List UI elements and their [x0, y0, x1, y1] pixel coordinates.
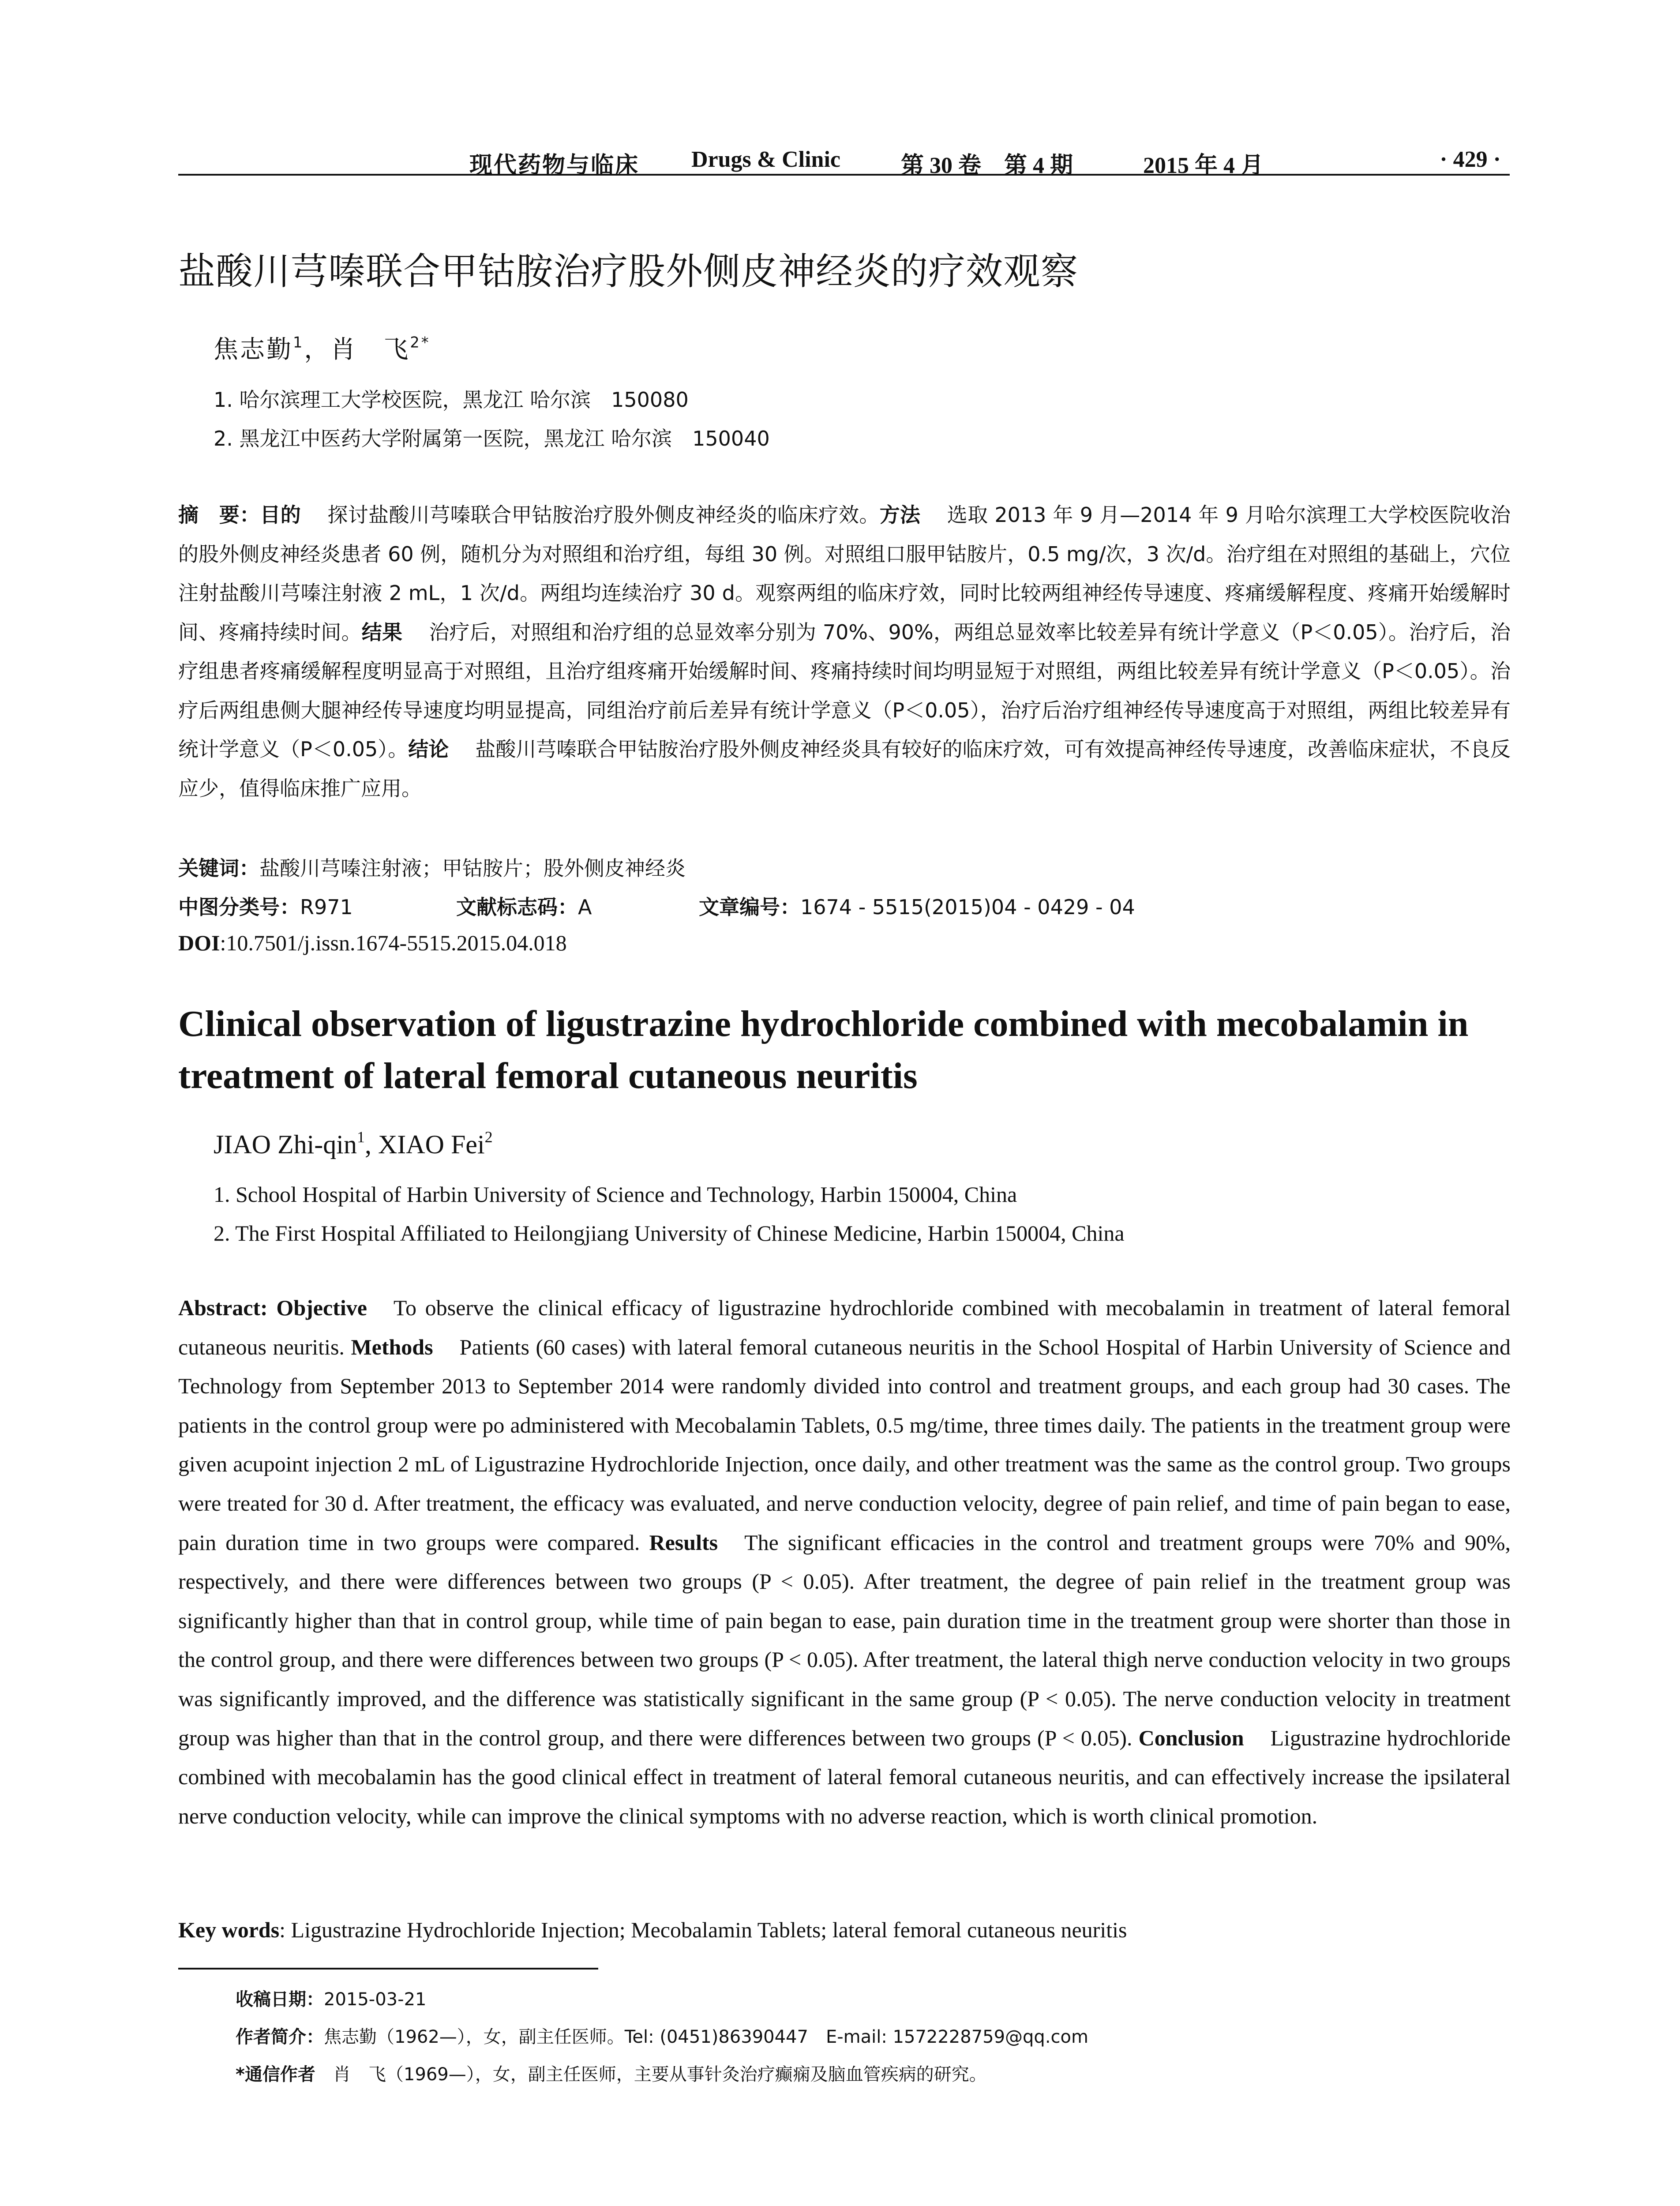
received-label: 收稿日期：: [236, 1989, 324, 2010]
chinese-keywords: [178, 852, 1511, 882]
objective-text-cn: 探讨盐酸川芎嗪联合甲钴胺治疗股外侧皮神经炎的临床疗效。: [327, 503, 880, 527]
corresponding-text: 肖 飞（1969—），女，副主任医师，主要从事针灸治疗癫痫及脑血管疾病的研究。: [315, 2064, 987, 2085]
results-text-cn: 治疗后，对照组和治疗组的总显效率分别为 70%、90%，两组总显效率比较差异有统计学意义（P＜0.05）。治疗后，治疗组患者疼痛缓解程度明显高于对照组，且治疗组疼痛开始缓解时间、疼痛持续时间均明显短于对照组，两组比较差异有统计学意义（P＜0.05）。治疗后两组患侧大腿神经传导速度均明显提高，同组治疗前后差异有统计学意义（P＜0.05），治疗后治疗组神经传导速度高于对照组，两组比较差异有统计学意义（P＜0.05）。: [178, 620, 1511, 761]
chinese-abstract: [178, 495, 1511, 808]
author-2-cn: 肖 飞: [330, 335, 410, 364]
author-separator-en: ,: [364, 1130, 378, 1159]
author-2-en: XIAO Fei: [378, 1130, 485, 1159]
footnote-received: [236, 1985, 426, 2011]
english-abstract: [178, 1288, 1511, 1835]
methods-label-cn: 方法: [879, 503, 921, 527]
methods-text-en: Patients (60 cases) with lateral femoral cutaneous neuritis in the School Hospital of Harbin University of Science and Technology from September 2013 to September 2014 were randomly divided into control and treatment groups, and each group had 30 cases. The patients in the control group were po administered with Mecobalamin Tablets, 0.5 mg/time, three times daily. The patients in the treatment group were given acupoint injection 2 mL of Ligustrazine Hydrochloride Injection, once daily, and other treatment was the same as the control group. Two groups were treated for 30 d. After treatment, the efficacy was evaluated, and nerve conduction velocity, degree of pain relief, and time of pain began to ease, pain duration time in two groups were compared.: [178, 1334, 1511, 1555]
article-id-value: 1674 - 5515(2015)04 - 0429 - 04: [800, 895, 1135, 919]
page-number: · 429 ·: [1440, 147, 1501, 172]
conclusion-text-en: Ligustrazine hydrochloride combined with mecobalamin has the good clinical effect in treatment of lateral femoral cutaneous neuritis, and can effectively increase the ipsilateral nerve conduction velocity, while can improve the clinical symptoms with no adverse reaction, which is worth clinical promotion.: [178, 1725, 1511, 1828]
keywords-en: : Ligustrazine Hydrochloride Injection; Mecobalamin Tablets; lateral femoral cutaneous neuritis: [279, 1917, 1127, 1942]
keywords-label-cn: 关键词：: [178, 856, 259, 880]
journal-name-cn: 现代药物与临床: [469, 153, 640, 178]
objective-text-en: To observe the clinical efficacy of ligustrazine hydrochloride combined with mecobalamin in treatment of lateral femoral cutaneous neuritis.: [178, 1295, 1511, 1359]
english-keywords: [178, 1917, 1127, 1943]
issue-date: 2015 年 4 月: [1143, 153, 1264, 178]
results-label-cn: 结果: [361, 620, 403, 644]
abstract-label-cn: 摘 要：: [178, 503, 260, 527]
doi-label: DOI: [178, 930, 220, 955]
chinese-authors: [214, 330, 431, 365]
clc-value: R971: [300, 895, 353, 919]
chinese-affiliation-2: 2. 黑龙江中医药大学附属第一医院，黑龙江 哈尔滨 150040: [214, 427, 770, 450]
objective-label-cn: 目的: [260, 503, 301, 527]
author-separator-cn: ，: [304, 335, 331, 364]
footnote-divider: [178, 1968, 598, 1970]
author-1-cn: 焦志勤: [214, 335, 293, 364]
abstract-objective-label-en: Abstract: Objective: [178, 1295, 367, 1320]
chinese-affiliation-1: 1. 哈尔滨理工大学校医院，黑龙江 哈尔滨 150080: [214, 388, 689, 412]
doc-code-label: 文献标志码：: [456, 895, 578, 919]
author-bio-label: 作者简介：: [236, 2027, 324, 2047]
running-header: [178, 140, 1510, 176]
conclusion-label-en: Conclusion: [1138, 1725, 1244, 1750]
received-date: 2015-03-21: [324, 1989, 427, 2010]
results-text-en: The significant efficacies in the control and treatment groups were 70% and 90%, respectively, and there were differences between two groups (P < 0.05). After treatment, the degree of pain relief in the treatment group was significantly higher than that in control group, while time of pain began to ease, pain duration time in the treatment group were shorter than those in the control group, and there were differences between two groups (P < 0.05). After treatment, the lateral thigh nerve conduction velocity in two groups was significantly improved, and the difference was statistically significant in the same group (P < 0.05). The nerve conduction velocity in treatment group was higher than that in the control group, and there were differences between two groups (P < 0.05).: [178, 1530, 1511, 1750]
conclusion-text-cn: 盐酸川芎嗪联合甲钴胺治疗股外侧皮神经炎具有较好的临床疗效，可有效提高神经传导速度，改善临床症状，不良反应少，值得临床推广应用。: [178, 737, 1511, 800]
clc-label: 中图分类号：: [178, 895, 300, 919]
footnote-corresponding-author: [236, 2060, 987, 2086]
corresponding-label: *通信作者: [236, 2064, 315, 2085]
author-1-en: JIAO Zhi-qin: [214, 1130, 357, 1159]
author-2-cn-affiliation-mark: 2*: [410, 334, 431, 351]
english-authors: [214, 1129, 493, 1160]
doi-line: [178, 930, 1511, 956]
results-label-en: Results: [649, 1530, 718, 1555]
keywords-label-en: Key words: [178, 1917, 280, 1942]
english-affiliation-2: 2. The First Hospital Affiliated to Heilongjiang University of Chinese Medicine, Harbin 150004, China: [214, 1221, 1125, 1246]
doi-value: :10.7501/j.issn.1674-5515.2015.04.018: [220, 930, 567, 955]
article-id-label: 文章编号：: [699, 895, 800, 919]
chinese-title: 盐酸川芎嗪联合甲钴胺治疗股外侧皮神经炎的疗效观察: [178, 250, 1079, 293]
methods-label-en: Methods: [351, 1334, 433, 1359]
author-1-en-affiliation-mark: 1: [356, 1128, 365, 1146]
footnote-author-bio: [236, 2023, 1088, 2048]
classification-line: [178, 891, 1511, 920]
author-bio-text: 焦志勤（1962—），女，副主任医师。Tel: (0451)86390447 E-mail: 1572228759@qq.com: [324, 2027, 1088, 2047]
author-2-en-affiliation-mark: 2: [484, 1128, 493, 1146]
doc-code-value: A: [578, 895, 592, 919]
keywords-cn: 盐酸川芎嗪注射液；甲钴胺片；股外侧皮神经炎: [259, 856, 686, 880]
english-title: Clinical observation of ligustrazine hydrochloride combined with mecobalamin in treatment of lateral femoral cutaneous neuritis: [178, 1003, 1469, 1096]
author-1-cn-affiliation-mark: 1: [293, 334, 304, 351]
journal-name-en: Drugs & Clinic: [691, 147, 840, 172]
volume-issue: 第 30 卷 第 4 期: [901, 153, 1073, 178]
conclusion-label-cn: 结论: [408, 737, 449, 761]
english-affiliation-1: 1. School Hospital of Harbin University of Science and Technology, Harbin 150004, China: [214, 1182, 1017, 1207]
methods-text-cn: 选取 2013 年 9 月—2014 年 9 月哈尔滨理工大学校医院收治的股外侧皮神经炎患者 60 例，随机分为对照组和治疗组，每组 30 例。对照组口服甲钴胺片，0.5 mg/次，3 次/d。治疗组在对照组的基础上，穴位注射盐酸川芎嗪注射液 2 mL，1 次/d。两组均连续治疗 30 d。观察两组的临床疗效，同时比较两组神经传导速度、疼痛缓解程度、疼痛开始缓解时间、疼痛持续时间。: [178, 503, 1511, 644]
